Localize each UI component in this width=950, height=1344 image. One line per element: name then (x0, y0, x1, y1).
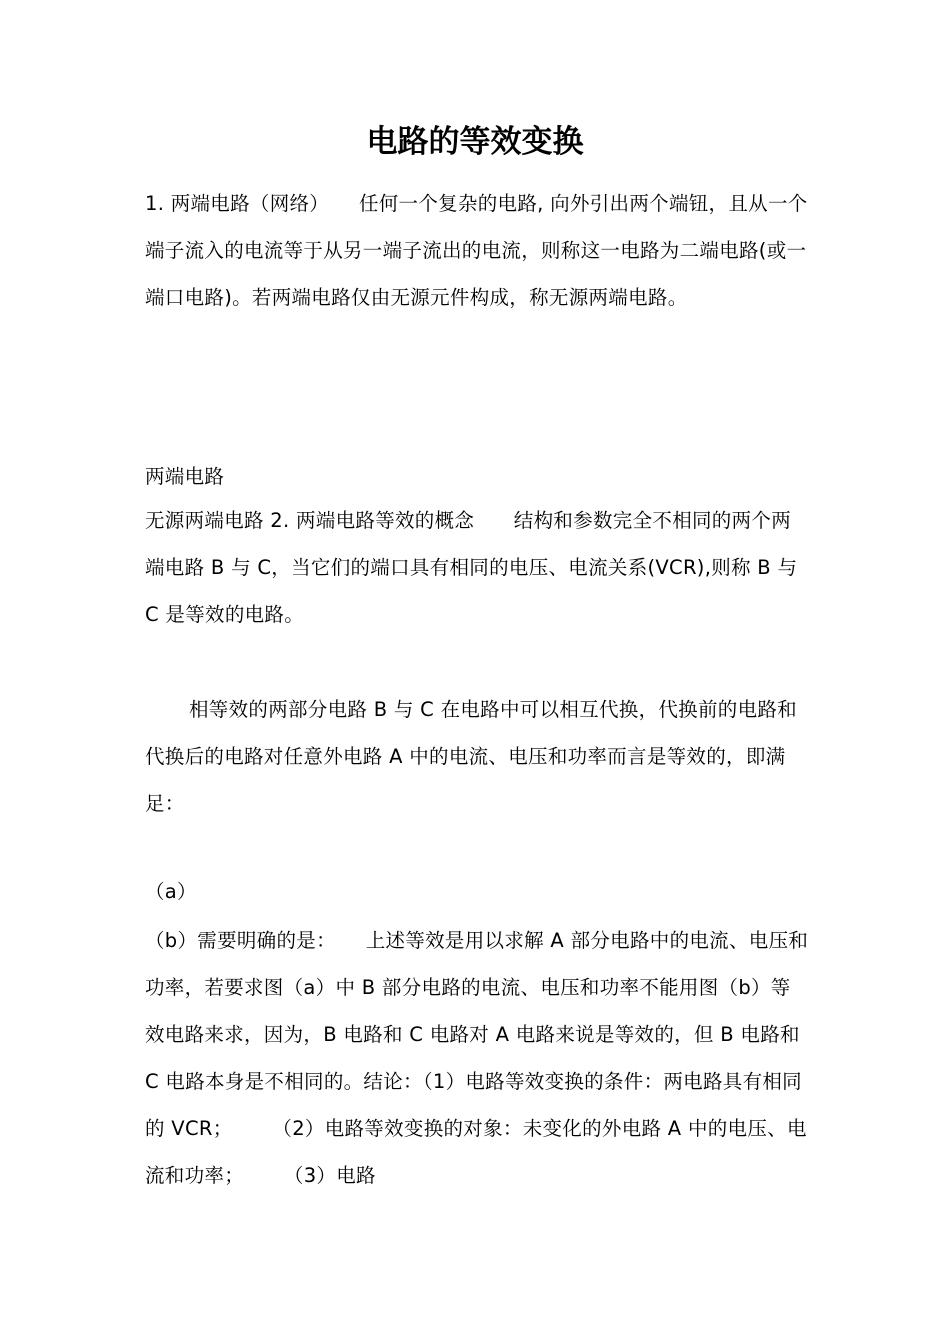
paragraph-equivalence-concept: 无源两端电路 2. 两端电路等效的概念 结构和参数完全不相同的两个两端电路 B 与 C，当它们的端口具有相同的电压、电流关系(VCR),则称 B 与 C 是等效的电路。 (145, 509, 798, 626)
paragraph-substitution: 相等效的两部分电路 B 与 C 在电路中可以相互代换，代换前的电路和代换后的电路对任意外电路 A 中的电流、电压和功率而言是等效的，即满足： (145, 698, 797, 815)
paragraph-figure-label: 两端电路 (145, 465, 225, 488)
paragraph-figure-b-conclusion: （b）需要明确的是： 上述等效是用以求解 A 部分电路中的电流、电压和功率，若要求图（a）中 B 部分电路的电流、电压和功率不能用图（b）等效电路来求，因为，B 电路和 C 电路对 A 电路来说是等效的，但 B 电路和 C 电路本身是不相同的。结论：（1）电路等效变换的条件：两电路具有相同的 VCR； （2）电路等效变换的对象：未变化的外电路 A 中的电压、电流和功率； （3）电路 (145, 929, 809, 1187)
page-title: 电路的等效变换 (366, 124, 584, 160)
paragraph-two-terminal-circuit: 1. 两端电路（网络） 任何一个复杂的电路, 向外引出两个端钮，且从一个端子流入的电流等于从另一端子流出的电流，则称这一电路为二端电路(或一端口电路)。若两端电路仅由无源元件构成，称无源两端电路。 (145, 192, 808, 309)
paragraph-figure-a-label: （a） (145, 880, 197, 903)
